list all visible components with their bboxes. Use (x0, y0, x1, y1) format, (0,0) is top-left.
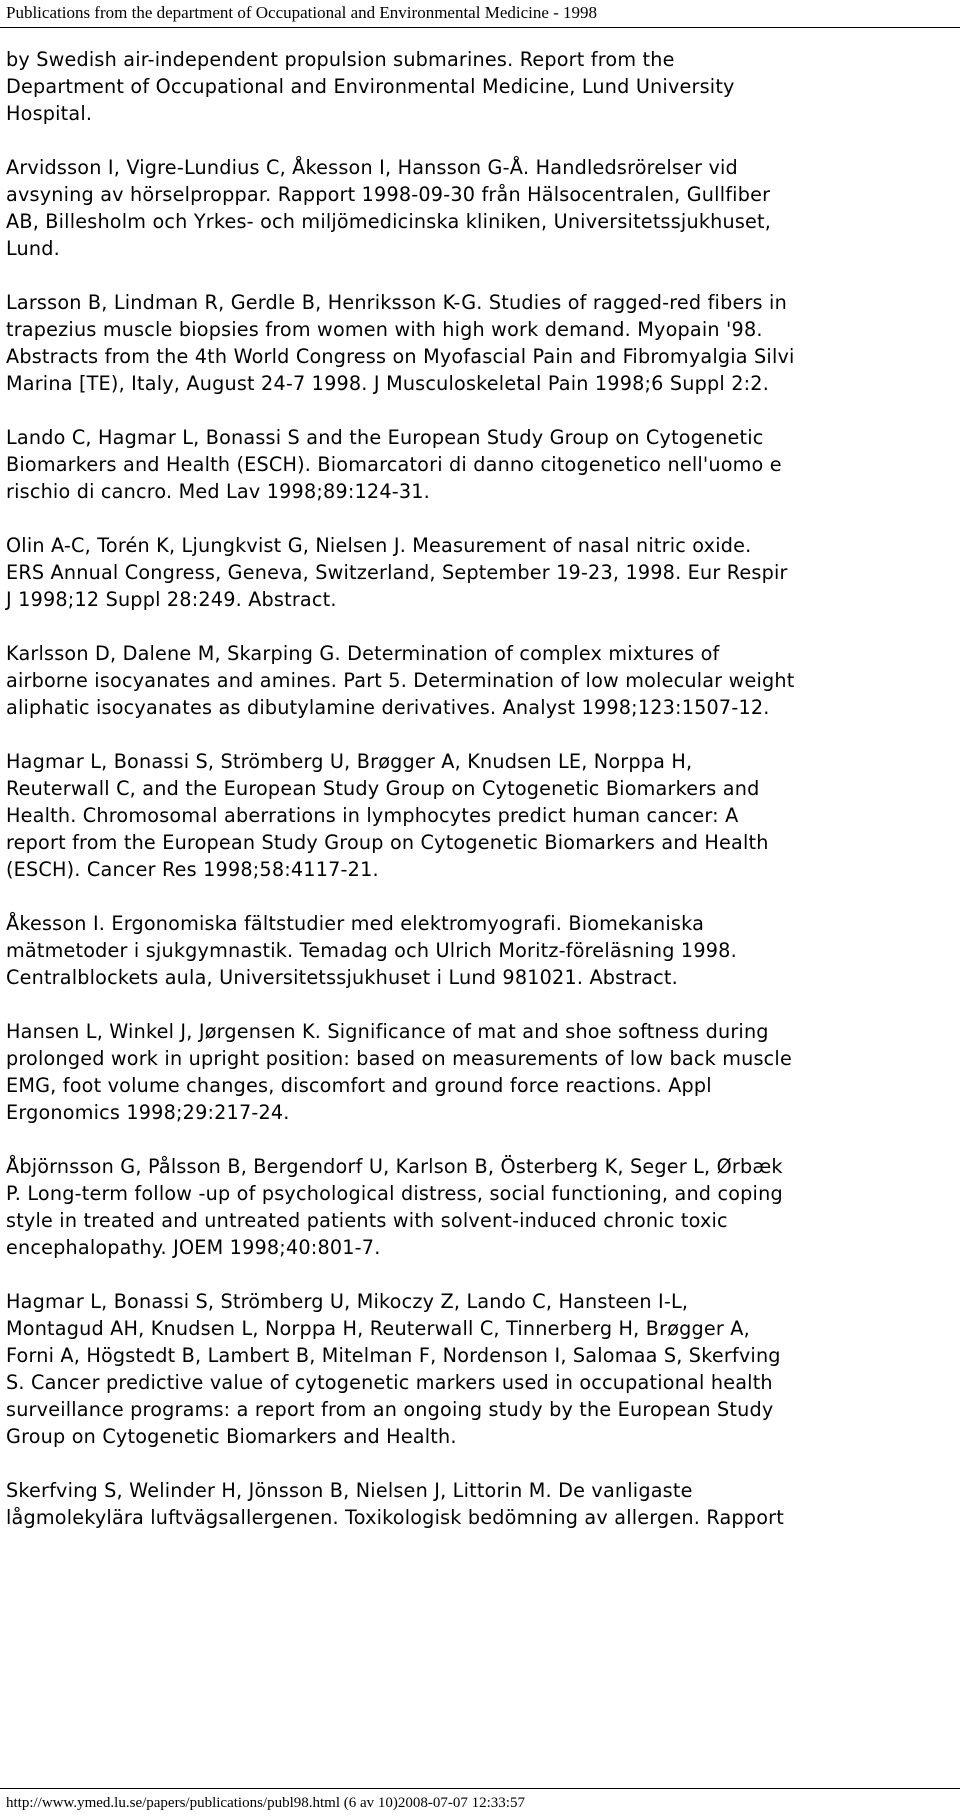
entry-line: style in treated and untreated patients with solvent-induced chronic toxic (6, 1209, 728, 1232)
publication-entry (6, 46, 941, 127)
entry-line: Department of Occupational and Environmental Medicine, Lund University (6, 75, 735, 98)
entry-line: Montagud AH, Knudsen L, Norppa H, Reuterwall C, Tinnerberg H, Brøgger A, (6, 1317, 750, 1340)
entry-line: S. Cancer predictive value of cytogenetic markers used in occupational health (6, 1371, 773, 1394)
entry-line: Forni A, Högstedt B, Lambert B, Mitelman F, Nordenson I, Salomaa S, Skerfving (6, 1344, 781, 1367)
entry-line: Arvidsson I, Vigre-Lundius C, Åkesson I, Hansson G-Å. Handledsrörelser vid (6, 156, 738, 179)
publication-entry (6, 1477, 941, 1531)
publication-entry (6, 1288, 941, 1450)
entry-line: ERS Annual Congress, Geneva, Switzerland, September 19-23, 1998. Eur Respir (6, 561, 788, 584)
entry-line: aliphatic isocyanates as dibutylamine derivatives. Analyst 1998;123:1507-12. (6, 696, 770, 719)
publication-entry (6, 748, 941, 883)
page-footer (0, 1788, 960, 1819)
entry-line: rischio di cancro. Med Lav 1998;89:124-31. (6, 480, 430, 503)
entry-line: Abstracts from the 4th World Congress on Myofascial Pain and Fibromyalgia Silvi (6, 345, 795, 368)
entry-line: Centralblockets aula, Universitetssjukhuset i Lund 981021. Abstract. (6, 966, 678, 989)
entry-line: Karlsson D, Dalene M, Skarping G. Determination of complex mixtures of (6, 642, 720, 665)
entry-line: (ESCH). Cancer Res 1998;58:4117-21. (6, 858, 379, 881)
entry-line: Hagmar L, Bonassi S, Strömberg U, Mikoczy Z, Lando C, Hansteen I-L, (6, 1290, 689, 1313)
entry-line: prolonged work in upright position: based on measurements of low back muscle (6, 1047, 792, 1070)
entry-line: Skerfving S, Welinder H, Jönsson B, Nielsen J, Littorin M. De vanligaste (6, 1479, 693, 1502)
entry-line: Group on Cytogenetic Biomarkers and Health. (6, 1425, 457, 1448)
publication-entry (6, 910, 941, 991)
entry-line: AB, Billesholm och Yrkes- och miljömedicinska kliniken, Universitetssjukhuset, (6, 210, 772, 233)
entry-line: Lando C, Hagmar L, Bonassi S and the European Study Group on Cytogenetic (6, 426, 764, 449)
publication-entry (6, 532, 941, 613)
page-header (0, 0, 960, 28)
entry-line: Marina [TE), Italy, August 24-7 1998. J Musculoskeletal Pain 1998;6 Suppl 2:2. (6, 372, 770, 395)
page-header-title: Publications from the department of Occupational and Environmental Medicine - 1998 (6, 3, 598, 22)
entry-line: P. Long-term follow -up of psychological distress, social functioning, and coping (6, 1182, 783, 1205)
entry-line: by Swedish air-independent propulsion submarines. Report from the (6, 48, 675, 71)
publication-list (6, 46, 941, 1558)
entry-line: EMG, foot volume changes, discomfort and ground force reactions. Appl (6, 1074, 712, 1097)
publication-entry (6, 640, 941, 721)
entry-line: surveillance programs: a report from an ongoing study by the European Study (6, 1398, 774, 1421)
entry-line: trapezius muscle biopsies from women with high work demand. Myopain '98. (6, 318, 763, 341)
entry-line: Åkesson I. Ergonomiska fältstudier med elektromyografi. Biomekaniska (6, 912, 705, 935)
entry-line: Biomarkers and Health (ESCH). Biomarcatori di danno citogenetico nell'uomo e (6, 453, 782, 476)
publication-entry (6, 1018, 941, 1126)
page-footer-url: http://www.ymed.lu.se/papers/publications/publ98.html (6 av 10)2008-07-07 12:33:57 (6, 1795, 525, 1811)
entry-line: lågmolekylära luftvägsallergenen. Toxikologisk bedömning av allergen. Rapport (6, 1506, 784, 1529)
entry-line: Larsson B, Lindman R, Gerdle B, Henriksson K-G. Studies of ragged-red fibers in (6, 291, 787, 314)
entry-line: avsyning av hörselproppar. Rapport 1998-09-30 från Hälsocentralen, Gullfiber (6, 183, 771, 206)
entry-line: Reuterwall C, and the European Study Group on Cytogenetic Biomarkers and (6, 777, 760, 800)
entry-line: Hagmar L, Bonassi S, Strömberg U, Brøgger A, Knudsen LE, Norppa H, (6, 750, 693, 773)
entry-line: Hospital. (6, 102, 93, 125)
entry-line: mätmetoder i sjukgymnastik. Temadag och Ulrich Moritz-föreläsning 1998. (6, 939, 737, 962)
entry-line: Hansen L, Winkel J, Jørgensen K. Significance of mat and shoe softness during (6, 1020, 769, 1043)
entry-line: report from the European Study Group on Cytogenetic Biomarkers and Health (6, 831, 769, 854)
entry-line: Åbjörnsson G, Pålsson B, Bergendorf U, Karlson B, Österberg K, Seger L, Ørbæk (6, 1155, 783, 1178)
entry-line: Lund. (6, 237, 60, 260)
publication-entry (6, 1153, 941, 1261)
publication-entry (6, 289, 941, 397)
entry-line: airborne isocyanates and amines. Part 5. Determination of low molecular weight (6, 669, 795, 692)
publication-entry (6, 154, 941, 262)
entry-line: Ergonomics 1998;29:217-24. (6, 1101, 290, 1124)
publication-entry (6, 424, 941, 505)
entry-line: encephalopathy. JOEM 1998;40:801-7. (6, 1236, 381, 1259)
entry-line: Olin A-C, Torén K, Ljungkvist G, Nielsen J. Measurement of nasal nitric oxide. (6, 534, 752, 557)
entry-line: J 1998;12 Suppl 28:249. Abstract. (6, 588, 337, 611)
entry-line: Health. Chromosomal aberrations in lymphocytes predict human cancer: A (6, 804, 739, 827)
